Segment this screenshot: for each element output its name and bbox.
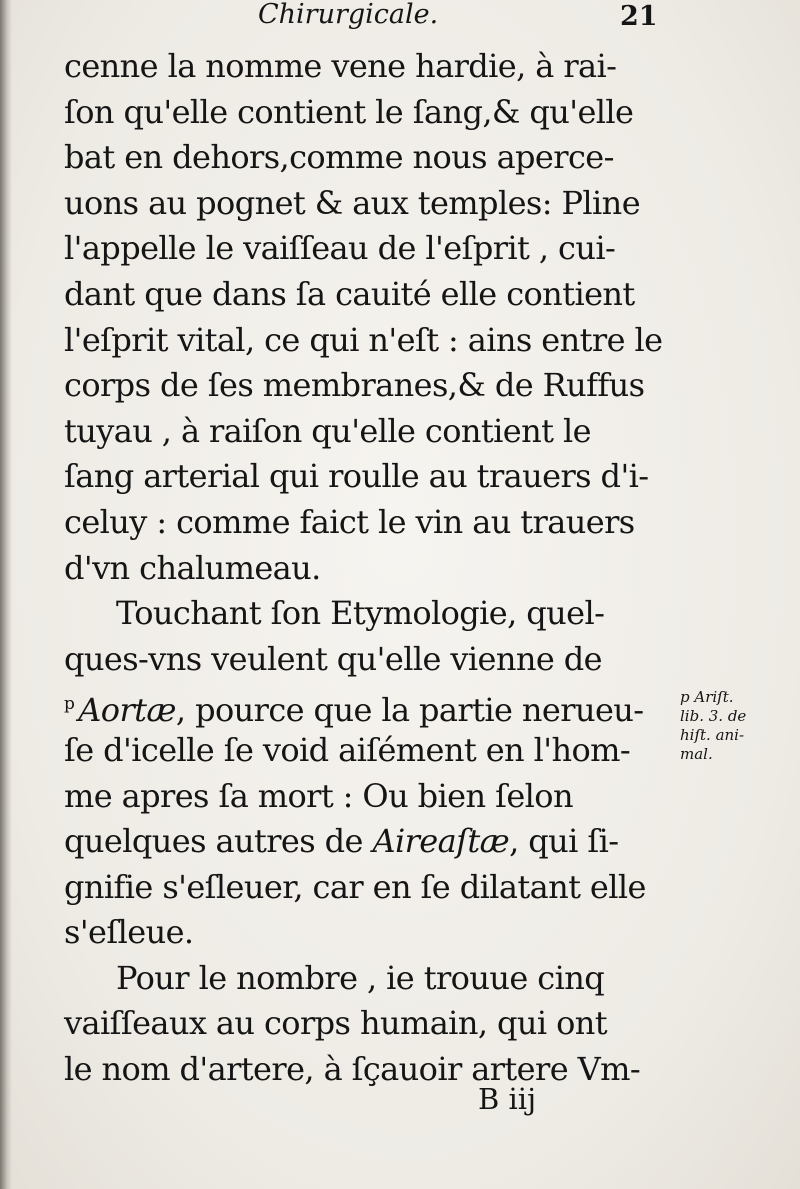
text-line: ſe d'icelle ſe void aiſément en l'hom- bbox=[64, 730, 631, 769]
paragraph-start-line: Touchant ſon Etymologie, quel- bbox=[116, 594, 605, 633]
text-line: ſon qu'elle contient le ſang,& qu'elle bbox=[64, 92, 634, 131]
text-line: me apres ſa mort : Ou bien ſelon bbox=[64, 776, 573, 815]
margin-note-line: hiſt. ani- bbox=[680, 726, 745, 744]
paragraph-start-line: Pour le nombre , ie trouue cinq bbox=[116, 958, 605, 997]
text-fragment: , pource que la partie nerueu- bbox=[175, 691, 644, 730]
text-line: gnifie s'eſleuer, car en ſe dilatant elle bbox=[64, 867, 646, 906]
text-line: l'eſprit vital, ce qui n'eſt : ains entre le bbox=[64, 320, 663, 359]
text-line: s'eſleue. bbox=[64, 913, 194, 952]
text-line: dant que dans ſa cauité elle contient bbox=[64, 274, 635, 313]
text-line-aorta bbox=[64, 682, 694, 728]
text-line: ſang arterial qui roulle au trauers d'i- bbox=[64, 457, 649, 496]
text-line: corps de ſes membranes,& de Ruffus bbox=[64, 366, 645, 405]
margin-note-line: mal. bbox=[680, 745, 713, 763]
text-line-aireastae bbox=[64, 819, 694, 865]
text-line: bat en dehors,comme nous aperce- bbox=[64, 138, 614, 177]
body-text bbox=[64, 44, 694, 1093]
text-fragment: , qui ſi- bbox=[509, 822, 619, 861]
text-line: ques-vns veulent qu'elle vienne de bbox=[64, 639, 602, 678]
running-head: Chirurgicale. bbox=[258, 0, 439, 30]
text-line: cenne la nomme vene hardie, à rai- bbox=[64, 47, 617, 85]
footnote-marker: p bbox=[64, 694, 75, 715]
text-line: l'appelle le vaiſſeau de l'eſprit , cui- bbox=[64, 229, 616, 268]
text-line: celuy : comme faict le vin au trauers bbox=[64, 502, 635, 541]
text-line: vaiſſeaux au corps humain, qui ont bbox=[64, 1004, 608, 1043]
text-line: tuyau , à raiſon qu'elle contient le bbox=[64, 411, 591, 450]
margin-note bbox=[680, 688, 790, 764]
italic-term-aortae: Aortæ bbox=[78, 691, 176, 730]
text-line: le nom d'artere, à ſçauoir artere Vm- bbox=[64, 1050, 641, 1089]
signature-mark: B iij bbox=[478, 1082, 537, 1116]
margin-note-line: lib. 3. de bbox=[680, 707, 747, 725]
italic-term-aireastae: Aireaſtæ bbox=[372, 822, 510, 861]
text-fragment: quelques autres de bbox=[64, 822, 373, 861]
page-number: 21 bbox=[620, 1, 658, 32]
text-line: uons au pognet & aux temples: Pline bbox=[64, 183, 641, 222]
margin-note-line: p Ariſt. bbox=[680, 688, 734, 706]
text-line: d'vn chalumeau. bbox=[64, 548, 321, 587]
page-gutter-shadow bbox=[0, 0, 12, 1189]
